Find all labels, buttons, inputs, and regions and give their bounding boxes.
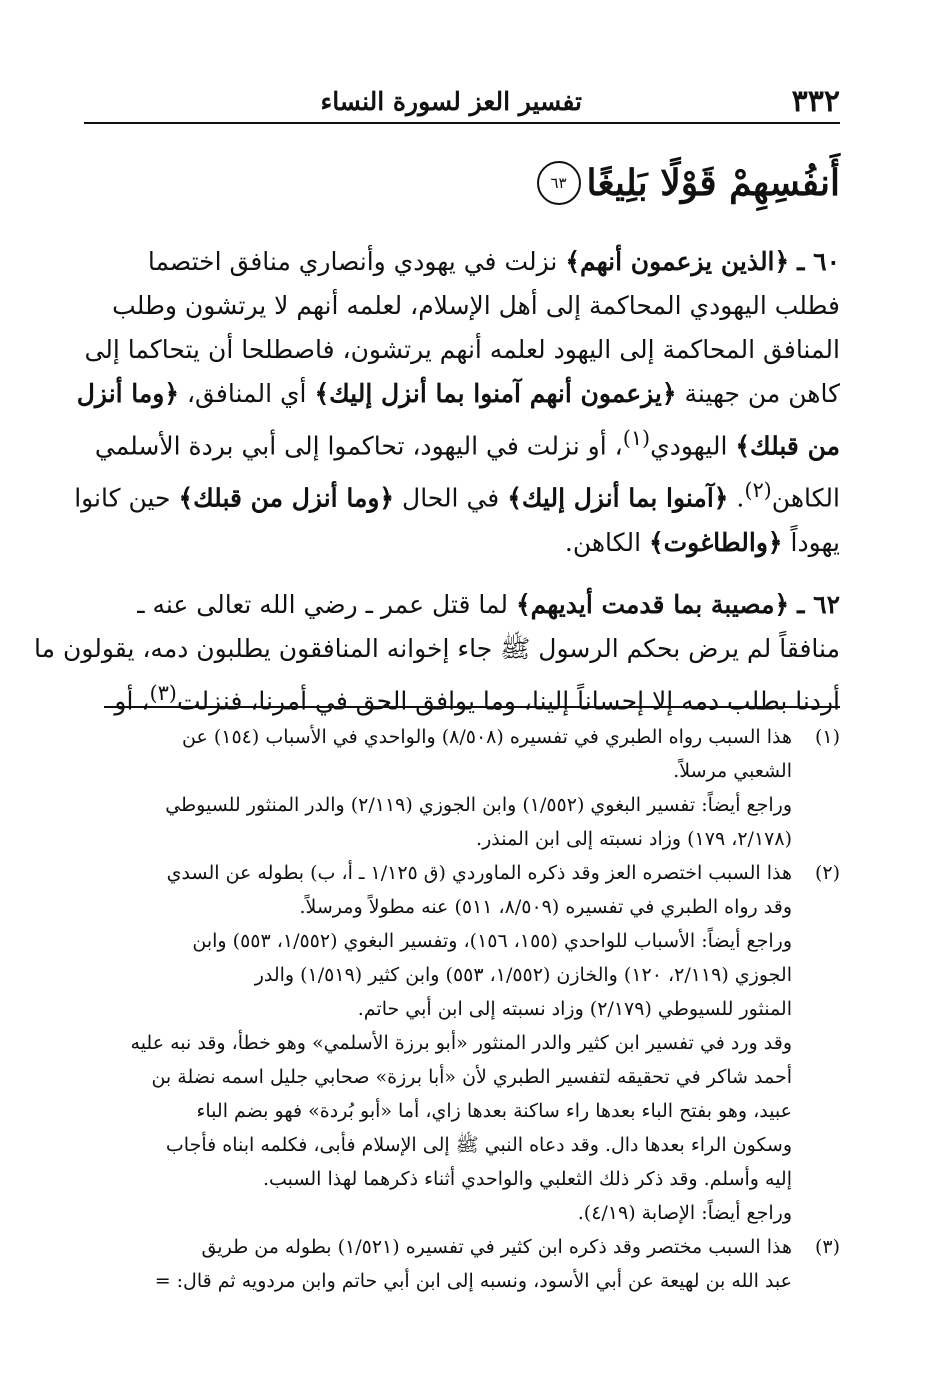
- text-run: ، أو: [114, 685, 150, 715]
- text-run: الكاهن: [771, 483, 840, 513]
- footnote-line: وسكون الراء بعدها دال. وقد دعاه النبي ﷺ إلى الإسلام فأبى، فكلمه ابناه فأجاب: [165, 1134, 792, 1156]
- quoted-verse: ﴿آمنوا بما أنزل إليك﴾: [507, 483, 729, 513]
- footnote-line: الشعبي مرسلاً.: [673, 760, 792, 782]
- quoted-verse: ﴿وما أنزل من قبلك﴾: [178, 483, 395, 513]
- text-run: أي المنافق،: [179, 379, 315, 408]
- ayah-number-marker: ٦٣: [537, 161, 581, 205]
- footnote-3: [104, 1230, 840, 1298]
- quoted-verse: ﴿يزعمون أنهم آمنوا بما أنزل إليك﴾: [314, 379, 677, 408]
- text-line: [76, 372, 840, 416]
- text-run: ، أو نزلت في اليهود، تحاكموا إلى أبي بردة الأسلمي: [94, 431, 623, 461]
- text-line: [104, 583, 840, 627]
- text-run: اليهودي: [650, 431, 736, 461]
- text-run: نزلت في يهودي وأنصاري منافق اختصما: [147, 247, 566, 276]
- page-header: [84, 82, 840, 124]
- footnote-number: (١): [814, 726, 840, 748]
- text-run: أردنا بطلب دمه إلا إحساناً إلينا، وما يوافق الحق في أمرنا، فنزلت: [176, 685, 840, 715]
- running-title: تفسير العز لسورة النساء: [320, 87, 582, 116]
- footnote-ref: (٢): [744, 478, 772, 503]
- quran-verse: [340, 152, 840, 214]
- footnote-line: المنثور للسيوطي (٢/١٧٩) وزاد نسبته إلى ابن أبي حاتم.: [357, 998, 792, 1020]
- quoted-verse: ﴿وما أنزل: [76, 379, 180, 408]
- text-line: [94, 416, 840, 468]
- footnote-line: وقد رواه الطبري في تفسيره (٨/٥٠٩، ٥١١) عنه مطولاً ومرسلاً.: [299, 896, 792, 918]
- text-line: [104, 521, 840, 565]
- text-run: في الحال: [394, 483, 508, 513]
- quoted-verse: ﴿الذين يزعمون أنهم﴾: [565, 247, 790, 276]
- footnote-line: وراجع أيضاً: الإصابة (٤/١٩).: [577, 1202, 792, 1224]
- footnote-line: هذا السبب مختصر وقد ذكره ابن كثير في تفسيره (١/٥٢١) بطوله من طريق: [201, 1236, 792, 1258]
- main-text: [34, 240, 840, 723]
- footnote-separator: [104, 706, 840, 708]
- text-run: كاهن من جهينة: [676, 379, 840, 408]
- footnote-number: (٢): [814, 862, 840, 884]
- text-run: يهوداً: [782, 527, 840, 557]
- footnotes: [104, 720, 840, 1298]
- commentary-paragraph-60: [74, 240, 840, 565]
- footnote-line: هذا السبب رواه الطبري في تفسيره (٨/٥٠٨) والواحدي في الأسباب (١٥٤) عن: [181, 726, 792, 748]
- page-number: ٣٣٢: [791, 84, 840, 119]
- footnote-line: عبد الله بن لهيعة عن أبي الأسود، ونسبه إلى ابن أبي حاتم وابن مردويه ثم قال: =: [154, 1270, 792, 1292]
- verse-text: أَنفُسِهِمْ قَوْلًا بَلِيغًا: [586, 162, 840, 204]
- text-line: [104, 671, 840, 723]
- footnote-line: هذا السبب اختصره العز وقد ذكره الماوردي (ق ١/١٢٥ ـ أ، ب) بطوله عن السدي: [166, 862, 792, 884]
- footnote-line: أحمد شاكر في تحقيقه لتفسير الطبري لأن «أبا برزة» صحابي جليل اسمه نضلة بن: [151, 1066, 792, 1088]
- text-run: لما قتل عمر ـ رضي الله تعالى عنه ـ: [137, 589, 516, 619]
- footnote-line: الجوزي (٢/١١٩، ١٢٠) والخازن (١/٥٥٢، ٥٥٣) وابن كثير (١/٥١٩) والدر: [254, 964, 792, 986]
- footnote-ref: (٣): [149, 680, 177, 705]
- text-line: فطلب اليهودي المحاكمة إلى أهل الإسلام، لعلمه أنهم لا يرتشون وطلب: [112, 291, 840, 320]
- text-line: المنافق المحاكمة إلى اليهود لعلمه أنهم يرتشون، فاصطلحا أن يتحاكما إلى: [84, 335, 840, 364]
- quoted-verse: ﴿والطاغوت﴾: [648, 527, 783, 557]
- verse-number: ٦٠ ـ: [797, 247, 840, 276]
- verse-number: ٦٢ ـ: [797, 589, 840, 619]
- footnote-line: (٢/١٧٨، ١٧٩) وزاد نسبته إلى ابن المنذر.: [476, 828, 792, 850]
- footnote-number: (٣): [814, 1236, 840, 1258]
- footnote-1: [104, 720, 840, 856]
- text-line: منافقاً لم يرض بحكم الرسول ﷺ جاء إخوانه المنافقون يطلبون دمه، يقولون ما: [34, 633, 840, 663]
- footnote-ref: (١): [622, 426, 651, 450]
- footnote-line: عبيد، وهو بفتح الباء بعدها راء ساكنة بعدها زاي، أما «أبو بُردة» فهو بضم الباء: [196, 1100, 792, 1122]
- quoted-verse: ﴿مصيبة بما قدمت أيديهم﴾: [515, 589, 790, 619]
- footnote-line: وقد ورد في تفسير ابن كثير والدر المنثور «أبو برزة الأسلمي» وهو خطأ، وقد نبه عليه: [130, 1032, 792, 1054]
- commentary-paragraph-62: [34, 583, 840, 723]
- text-run: الكاهن.: [564, 527, 649, 557]
- footnote-line: إليه وأسلم. وقد ذكر ذلك الثعلبي والواحدي أثناء ذكرهما لهذا السبب.: [262, 1168, 792, 1190]
- quoted-verse: من قبلك﴾: [735, 431, 840, 461]
- text-run: .: [728, 483, 745, 513]
- footnote-2: [104, 856, 840, 1230]
- text-line: [74, 468, 840, 520]
- text-line: [104, 240, 840, 284]
- footnote-line: وراجع أيضاً: تفسير البغوي (١/٥٥٢) وابن الجوزي (٢/١١٩) والدر المنثور للسيوطي: [165, 794, 792, 816]
- text-run: حين كانوا: [74, 483, 179, 513]
- footnote-line: وراجع أيضاً: الأسباب للواحدي (١٥٥، ١٥٦)، وتفسير البغوي (١/٥٥٢، ٥٥٣) وابن: [192, 930, 792, 952]
